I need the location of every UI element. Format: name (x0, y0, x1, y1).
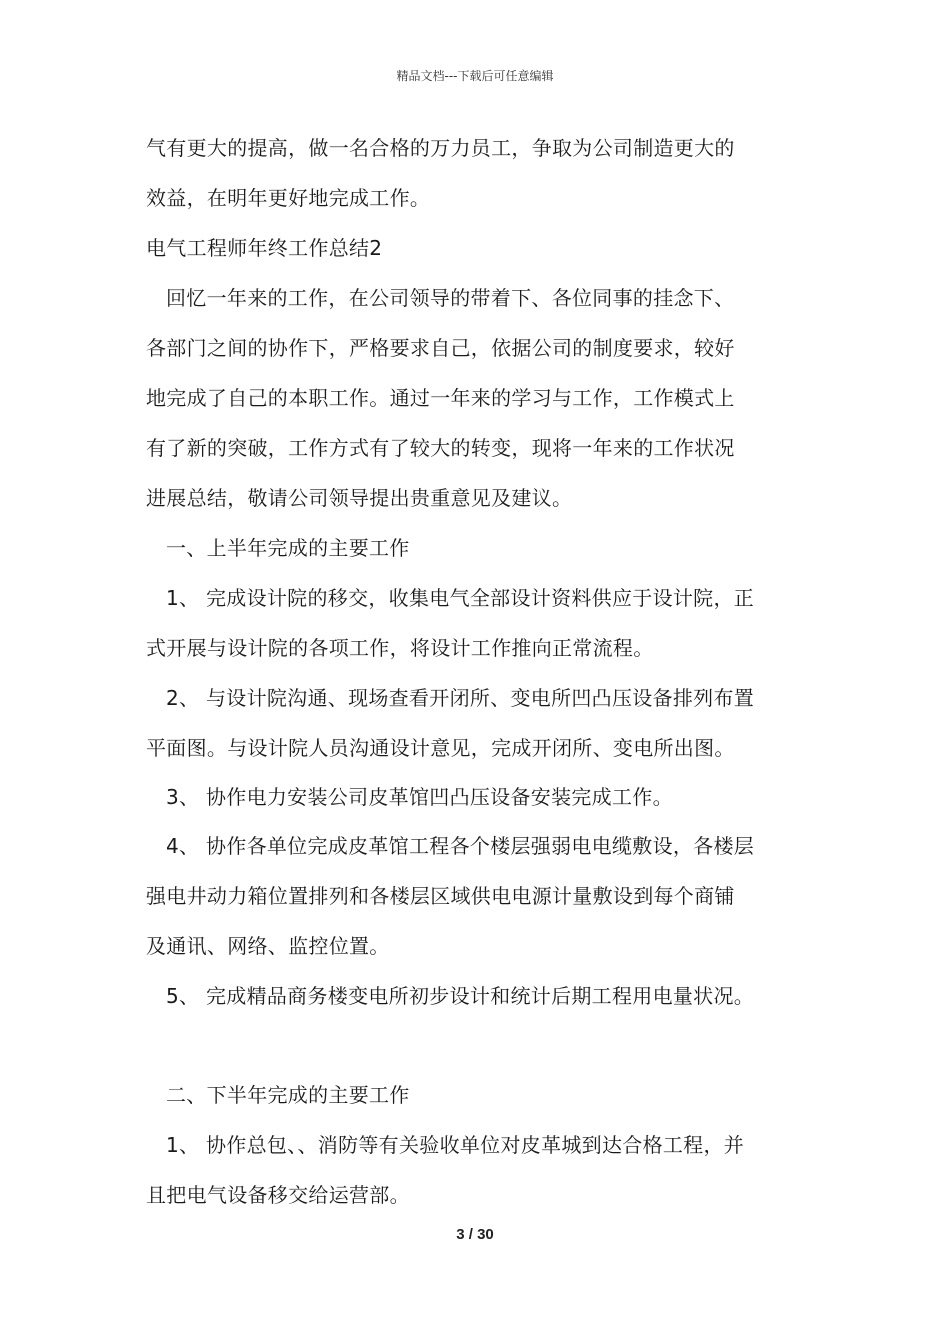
page-number: 3 / 30 (456, 1226, 494, 1243)
list-item: 4、 协作各单位完成皮革馆工程各个楼层强弱电电缆敷设，各楼层 (166, 834, 755, 858)
list-item: 1、 协作总包、、消防等有关验收单位对皮革城到达合格工程，并 (166, 1133, 745, 1157)
paragraph-line: 平面图。与设计院人员沟通设计意见，完成开闭所、变电所出图。 (146, 736, 735, 760)
paragraph-line: 回忆一年来的工作，在公司领导的带着下、各位同事的挂念下、 (166, 286, 735, 310)
paragraph-line: 强电井动力箱位置排列和各楼层区域供电电源计量敷设到每个商铺 (146, 884, 735, 908)
paragraph-line: 效益，在明年更好地完成工作。 (146, 186, 431, 210)
paragraph-line: 有了新的突破，工作方式有了较大的转变，现将一年来的工作状况 (146, 436, 735, 460)
paragraph-line: 及通讯、网络、监控位置。 (146, 934, 390, 958)
section-title: 电气工程师年终工作总结2 (146, 236, 383, 260)
page-header: 精品文档---下载后可任意编辑 (396, 69, 554, 83)
heading-first-half: 一、上半年完成的主要工作 (166, 536, 410, 560)
heading-second-half: 二、下半年完成的主要工作 (166, 1083, 410, 1107)
list-item: 1、 完成设计院的移交，收集电气全部设计资料供应于设计院，正 (166, 586, 755, 610)
list-item: 2、 与设计院沟通、现场查看开闭所、变电所凹凸压设备排列布置 (166, 686, 755, 710)
paragraph-line: 进展总结，敬请公司领导提出贵重意见及建议。 (146, 486, 573, 510)
paragraph-line: 且把电气设备移交给运营部。 (146, 1183, 410, 1207)
paragraph-line: 气有更大的提高，做一名合格的万力员工，争取为公司制造更大的 (146, 136, 735, 160)
paragraph-line: 式开展与设计院的各项工作，将设计工作推向正常流程。 (146, 636, 654, 660)
paragraph-line: 地完成了自己的本职工作。通过一年来的学习与工作，工作模式上 (146, 386, 735, 410)
paragraph-line: 各部门之间的协作下，严格要求自己，依据公司的制度要求，较好 (146, 336, 735, 360)
list-item: 3、 协作电力安装公司皮革馆凹凸压设备安装完成工作。 (166, 785, 673, 809)
list-item: 5、 完成精品商务楼变电所初步设计和统计后期工程用电量状况。 (166, 984, 755, 1008)
